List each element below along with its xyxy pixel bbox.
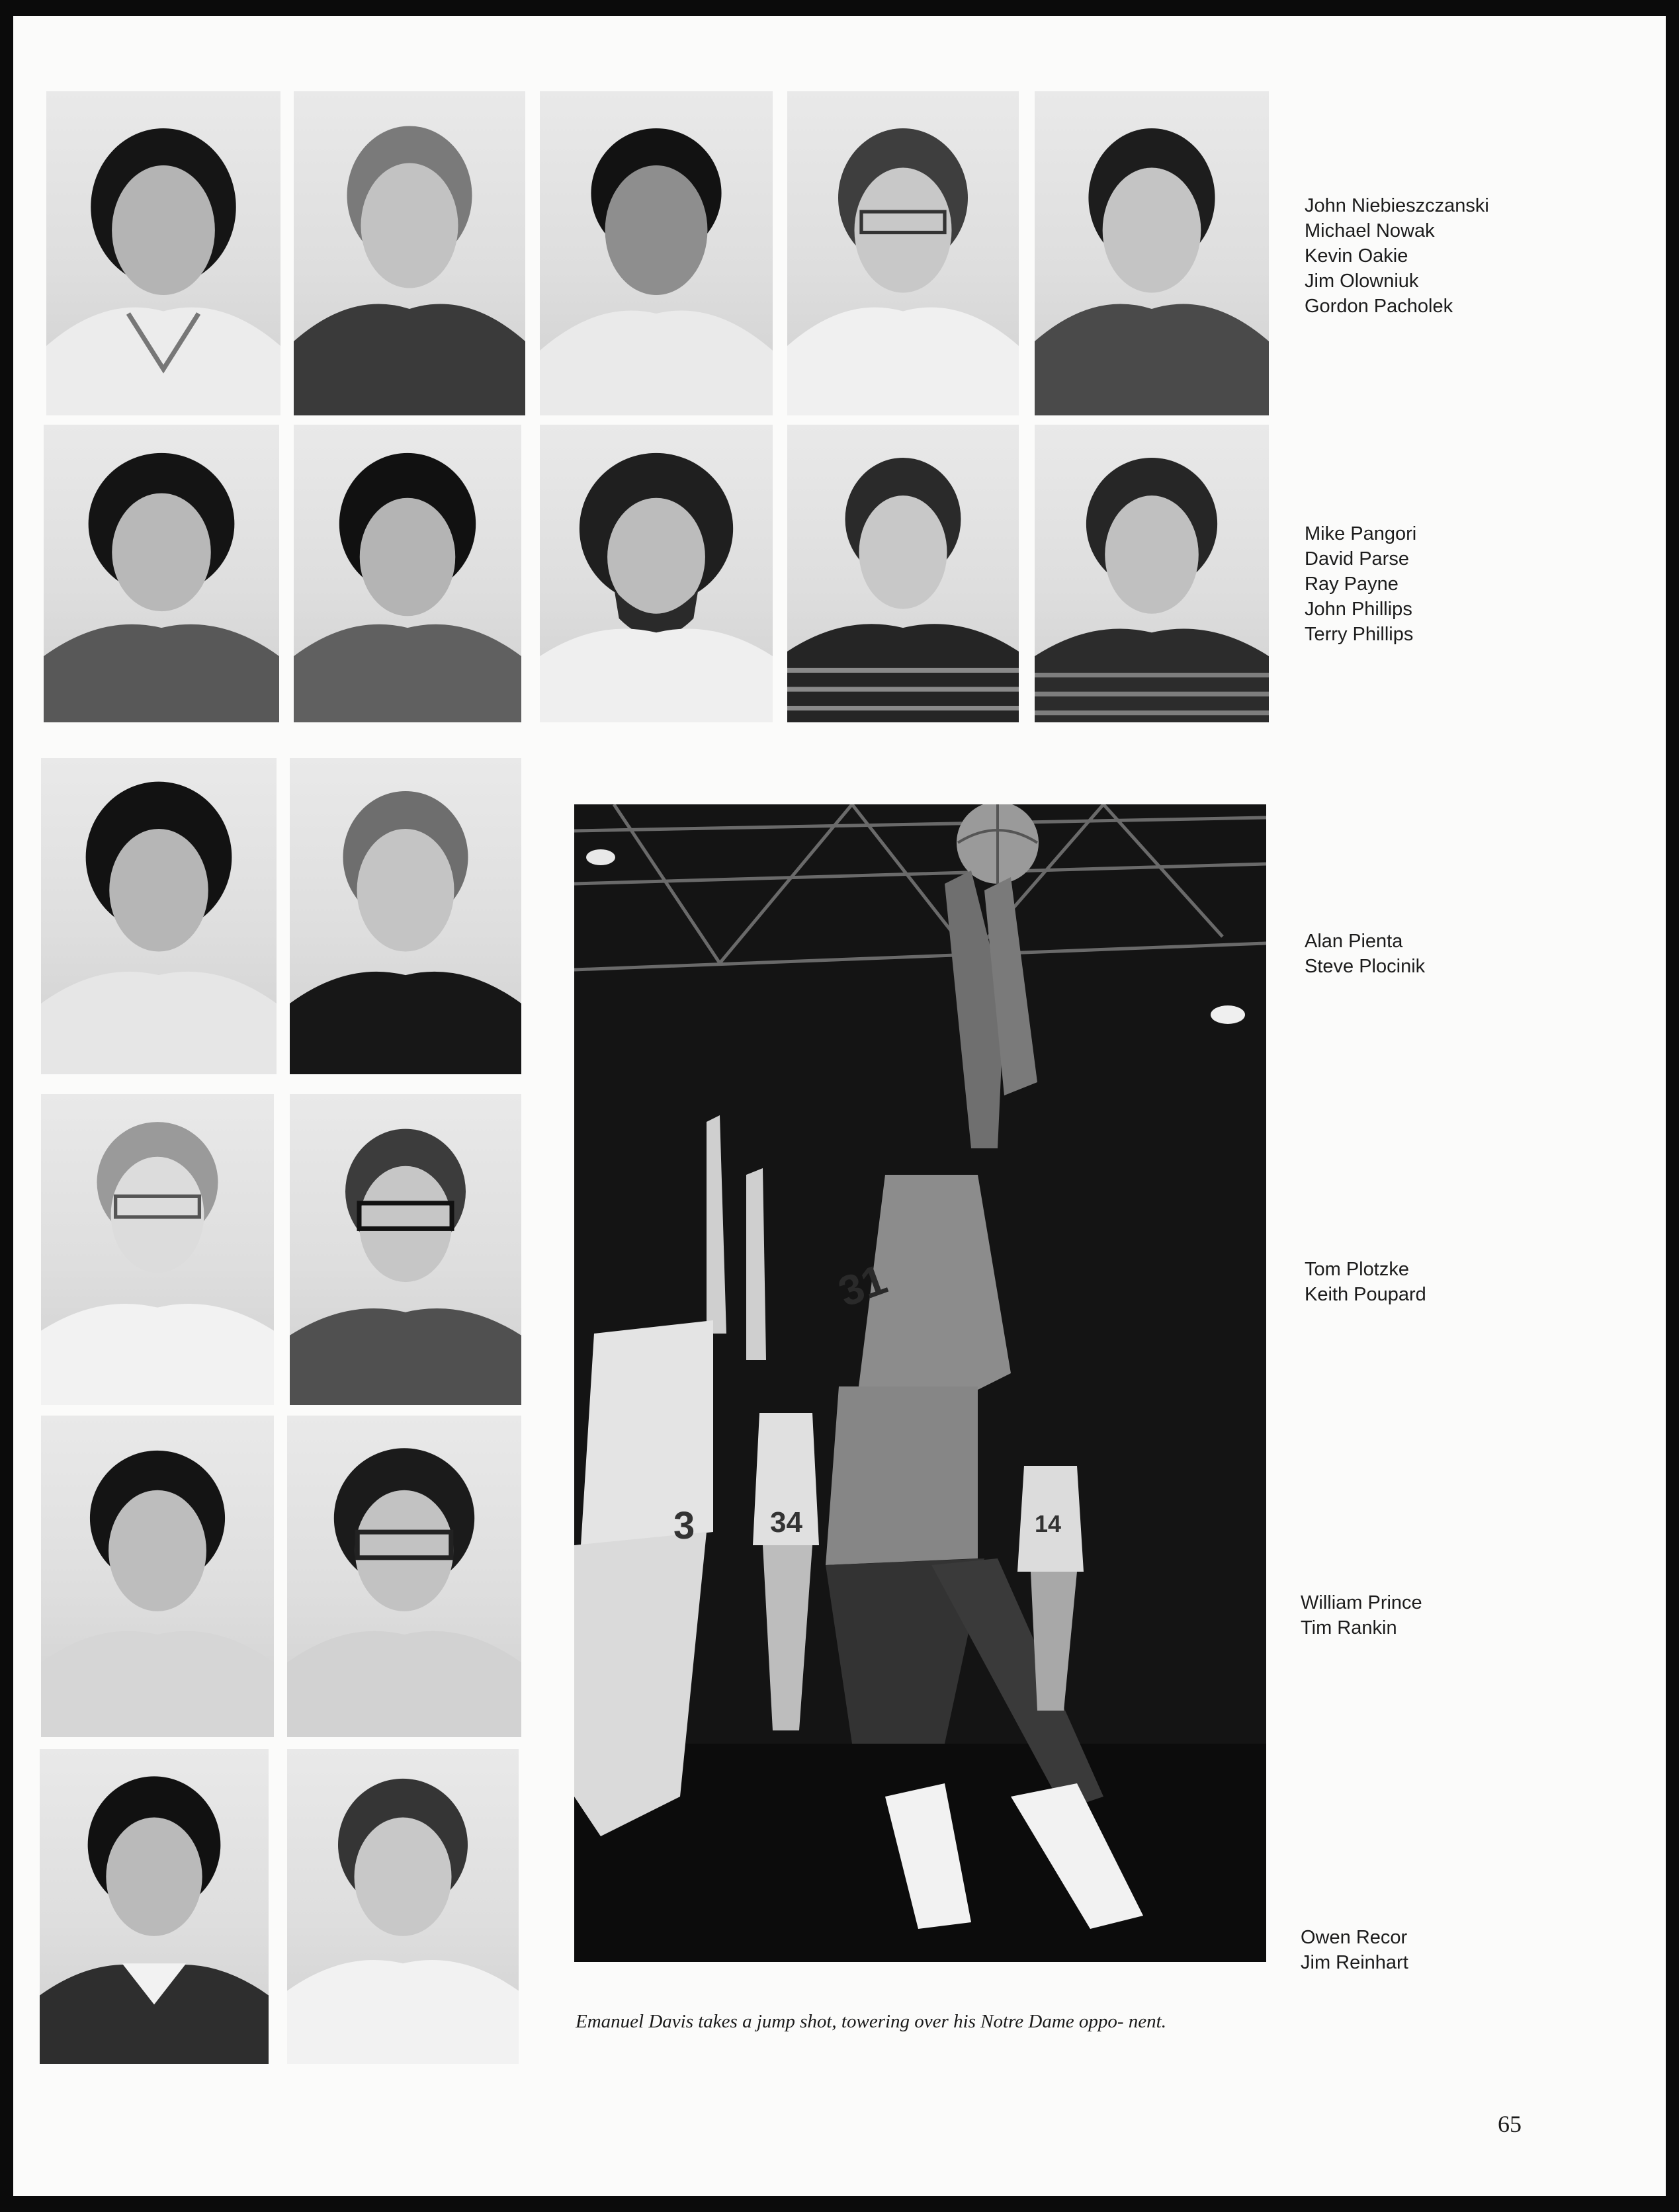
name-list-row-4 bbox=[1305, 1257, 1426, 1307]
portrait-keith-poupard bbox=[290, 1094, 521, 1405]
portrait-david-parse bbox=[294, 425, 521, 722]
portrait-jim-reinhart bbox=[287, 1749, 519, 2064]
student-name: Tom Plotzke bbox=[1305, 1259, 1409, 1280]
student-name: Owen Recor bbox=[1301, 1927, 1408, 1948]
student-name: Tim Rankin bbox=[1301, 1617, 1397, 1638]
student-name: David Parse bbox=[1305, 548, 1409, 570]
student-name: Jim Olowniuk bbox=[1305, 271, 1419, 292]
student-name: Michael Nowak bbox=[1305, 220, 1435, 241]
name-list-row-2 bbox=[1305, 521, 1416, 647]
portrait-kevin-oakie bbox=[540, 91, 773, 415]
student-name: John Phillips bbox=[1305, 599, 1412, 620]
student-name: Mike Pangori bbox=[1305, 523, 1417, 544]
portrait-tim-rankin bbox=[287, 1416, 521, 1737]
name-list-row-6 bbox=[1301, 1925, 1408, 1975]
defender-jersey-number: 3 bbox=[673, 1504, 695, 1547]
portrait-john-niebieszczanski bbox=[46, 91, 280, 415]
portrait-alan-pienta bbox=[41, 758, 277, 1074]
portrait-jim-olowniuk bbox=[787, 91, 1019, 415]
student-name: Alan Pienta bbox=[1305, 931, 1403, 952]
name-list-row-1 bbox=[1305, 193, 1489, 319]
portrait-gordon-pacholek bbox=[1035, 91, 1269, 415]
background-player-jersey-number: 14 bbox=[1035, 1510, 1062, 1537]
yearbook-page bbox=[13, 16, 1666, 2196]
portrait-tom-plotzke bbox=[41, 1094, 274, 1405]
page-number: 65 bbox=[1498, 2111, 1522, 2137]
student-name: Keith Poupard bbox=[1305, 1284, 1426, 1305]
portrait-john-phillips bbox=[787, 425, 1019, 722]
student-name: John Niebieszczanski bbox=[1305, 195, 1489, 216]
portrait-william-prince bbox=[41, 1416, 274, 1737]
shooter-jersey-number: 31 bbox=[832, 1255, 893, 1316]
name-list-row-5 bbox=[1301, 1590, 1422, 1640]
student-name: Gordon Pacholek bbox=[1305, 296, 1453, 317]
portrait-mike-pangori bbox=[44, 425, 279, 722]
basketball-action-photo bbox=[574, 804, 1266, 1962]
portrait-steve-plocinik bbox=[290, 758, 521, 1074]
student-name: Ray Payne bbox=[1305, 574, 1399, 595]
student-name: William Prince bbox=[1301, 1592, 1422, 1613]
student-name: Terry Phillips bbox=[1305, 624, 1414, 645]
student-name: Kevin Oakie bbox=[1305, 245, 1408, 267]
student-name: Jim Reinhart bbox=[1301, 1952, 1408, 1973]
name-list-row-3 bbox=[1305, 929, 1425, 979]
portrait-owen-recor bbox=[40, 1749, 269, 2064]
portrait-terry-phillips bbox=[1035, 425, 1269, 722]
portrait-ray-payne bbox=[540, 425, 773, 722]
student-name: Steve Plocinik bbox=[1305, 956, 1426, 977]
portrait-michael-nowak bbox=[294, 91, 525, 415]
photo-caption: Emanuel Davis takes a jump shot, towering over his Notre Dame oppo- nent. bbox=[576, 2011, 1166, 2032]
background-player-jersey-number: 34 bbox=[770, 1506, 802, 1539]
